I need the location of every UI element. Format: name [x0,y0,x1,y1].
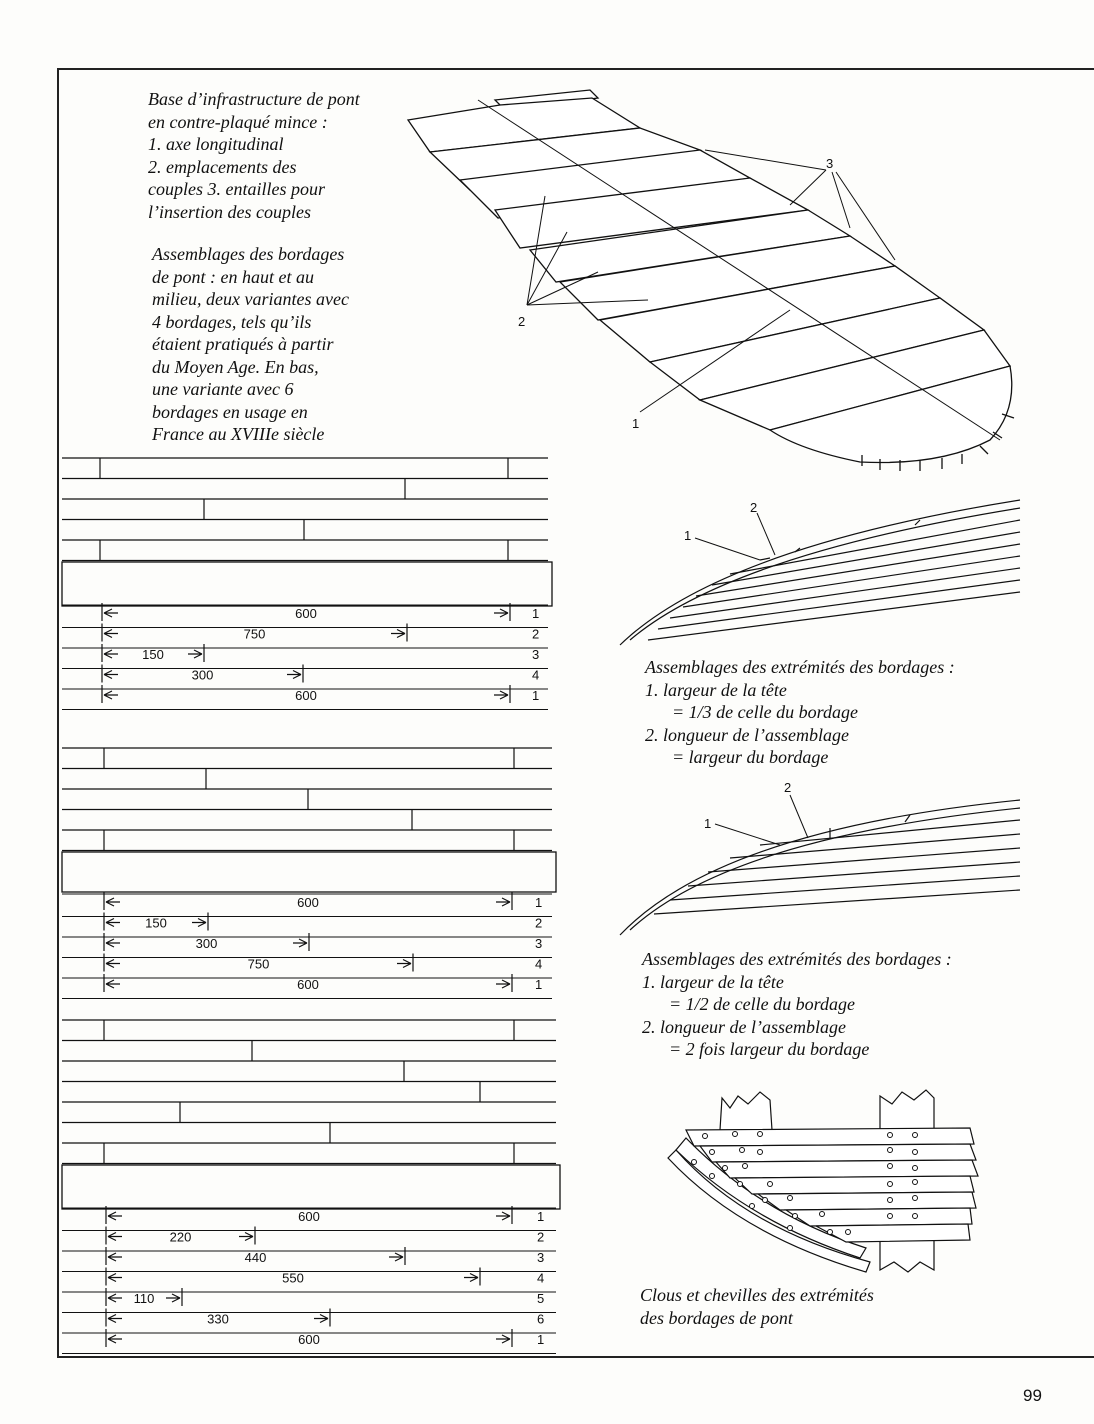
arrow-right [287,671,301,679]
plank-number: 6 [537,1311,545,1327]
dimension-value: 300 [191,667,214,683]
plank-number: 1 [535,977,543,992]
arrow-right [494,691,508,699]
arrow-right [389,1253,403,1261]
dimension-row [106,1227,544,1245]
arrow-left [104,630,118,638]
arrow-left [104,691,118,699]
arrow-left [108,1274,122,1282]
dimension-value: 600 [297,895,319,910]
dimension-value: 750 [243,626,266,642]
center-plank [62,1165,560,1209]
arrow-left [106,898,120,906]
arrow-left [106,939,120,947]
arrow-right [464,1274,478,1282]
arrow-left [108,1253,122,1261]
joint-ends-caption-1: Assemblages des extrémités des bordages : 1. largeur de la tête = 1/3 de celle du bordage 2. longueur de l’assemblage = largeur du bordage [645,657,955,767]
plank-number: 4 [535,956,543,972]
arrow-left [106,960,120,968]
frame-timber [720,1092,772,1130]
plank-number: 2 [532,626,540,642]
deck-plank [700,1144,976,1162]
dimension-row [106,1288,544,1306]
dimension-row [102,644,539,662]
dimension-value: 600 [297,977,319,992]
arrow-left [106,980,120,988]
plank-number: 1 [532,688,540,703]
dimension-value: 600 [295,606,317,621]
plank-number: 3 [537,1250,545,1265]
plank-number: 5 [537,1291,545,1306]
dimension-row [104,913,542,931]
arrow-left [104,671,118,679]
nails-caption: Clous et chevilles des extrémités des bordages de pont [640,1285,874,1328]
plank-number: 1 [537,1209,545,1224]
plank-number: 1 [535,895,543,910]
plank-number: 4 [532,667,540,683]
arrow-right [496,1335,510,1343]
plank-joints-caption: Assemblages des bordages de pont : en haut et au milieu, deux variantes avec 4 bordages, tels qu’ils étaient pratiqués à partir du Moyen Age. En bas, une variante avec 6 bordages en usage en France au XVIIIe siècle [152,244,349,444]
dimension-row [104,954,542,972]
center-plank [62,562,552,606]
dimension-row [102,665,539,683]
dimension-value: 600 [295,688,317,703]
arrow-right [192,919,206,927]
plank-number: 2 [537,1229,545,1245]
arrow-left [108,1315,122,1323]
dimension-row [104,892,542,910]
joint-ends-drawing-2 [620,780,1020,935]
callout-joint-length: 2 [784,780,792,795]
dimension-value: 220 [169,1229,192,1245]
plank-diagram [62,1020,560,1354]
dimension-value: 600 [298,1332,320,1347]
dimension-value: 330 [207,1311,229,1327]
arrow-left [106,919,120,927]
plank-diagram [62,458,552,710]
callout-head-width: 1 [684,528,692,543]
dimension-row [106,1329,544,1347]
dimension-row [106,1268,544,1286]
page-number: 99 [1023,1386,1042,1405]
callout-head-width: 1 [704,816,712,831]
dimension-value: 550 [282,1270,304,1286]
dimension-row [104,933,542,951]
plank-number: 4 [537,1270,545,1286]
callout-frame-positions: 2 [518,314,526,329]
arrow-right [166,1294,180,1302]
arrow-right [239,1233,253,1241]
dimension-value: 600 [298,1209,320,1224]
dimension-value: 150 [145,915,167,931]
arrow-right [188,650,202,658]
callout-notches: 3 [826,156,834,171]
deck-plank [716,1160,978,1178]
dimension-row [106,1247,544,1265]
joint-ends-caption-2: Assemblages des extrémités des bordages : 1. largeur de la tête = 1/2 de celle du bordage 2. longueur de l’assemblage = 2 fois largeur du bordage [642,949,952,1059]
plank-number: 3 [535,936,543,951]
dimension-value: 150 [142,647,164,662]
arrow-left [104,650,118,658]
dimension-row [106,1309,544,1327]
deck-plank [786,1208,972,1226]
dimension-value: 440 [244,1250,267,1265]
plank-number: 3 [532,647,540,662]
callout-joint-length: 2 [750,500,758,515]
plank-diagram [62,748,556,999]
dimension-row [104,974,542,992]
arrow-right [496,1212,510,1220]
callout-axis: 1 [632,416,640,431]
arrow-right [494,609,508,617]
arrow-left [108,1294,122,1302]
arrow-right [391,630,405,638]
deck-plank [758,1192,976,1210]
deck-plank [686,1128,974,1146]
dimension-value: 300 [195,936,218,951]
dimension-value: 750 [247,956,270,972]
dimension-row [102,624,539,642]
arrow-right [293,939,307,947]
plank-number: 2 [535,915,543,931]
plank-number: 1 [532,606,540,621]
plank-joint-diagrams [62,458,560,1354]
arrow-right [314,1315,328,1323]
arrow-right [397,960,411,968]
dimension-row [102,685,539,703]
joint-ends-drawing-1 [620,500,1020,645]
arrow-right [496,898,510,906]
dimension-value: 110 [133,1291,155,1306]
arrow-left [108,1335,122,1343]
arrow-left [104,609,118,617]
deck-base-drawing [408,90,1014,471]
center-plank [62,852,556,892]
nails-drawing [668,1090,978,1272]
arrow-left [108,1212,122,1220]
deck-base-caption: Base d’infrastructure de pont en contre-plaqué mince : 1. axe longitudinal 2. emplacements des couples 3. entailles pour l’insertion des couples [148,89,360,222]
arrow-right [496,980,510,988]
plank-number: 1 [537,1332,545,1347]
arrow-left [108,1233,122,1241]
